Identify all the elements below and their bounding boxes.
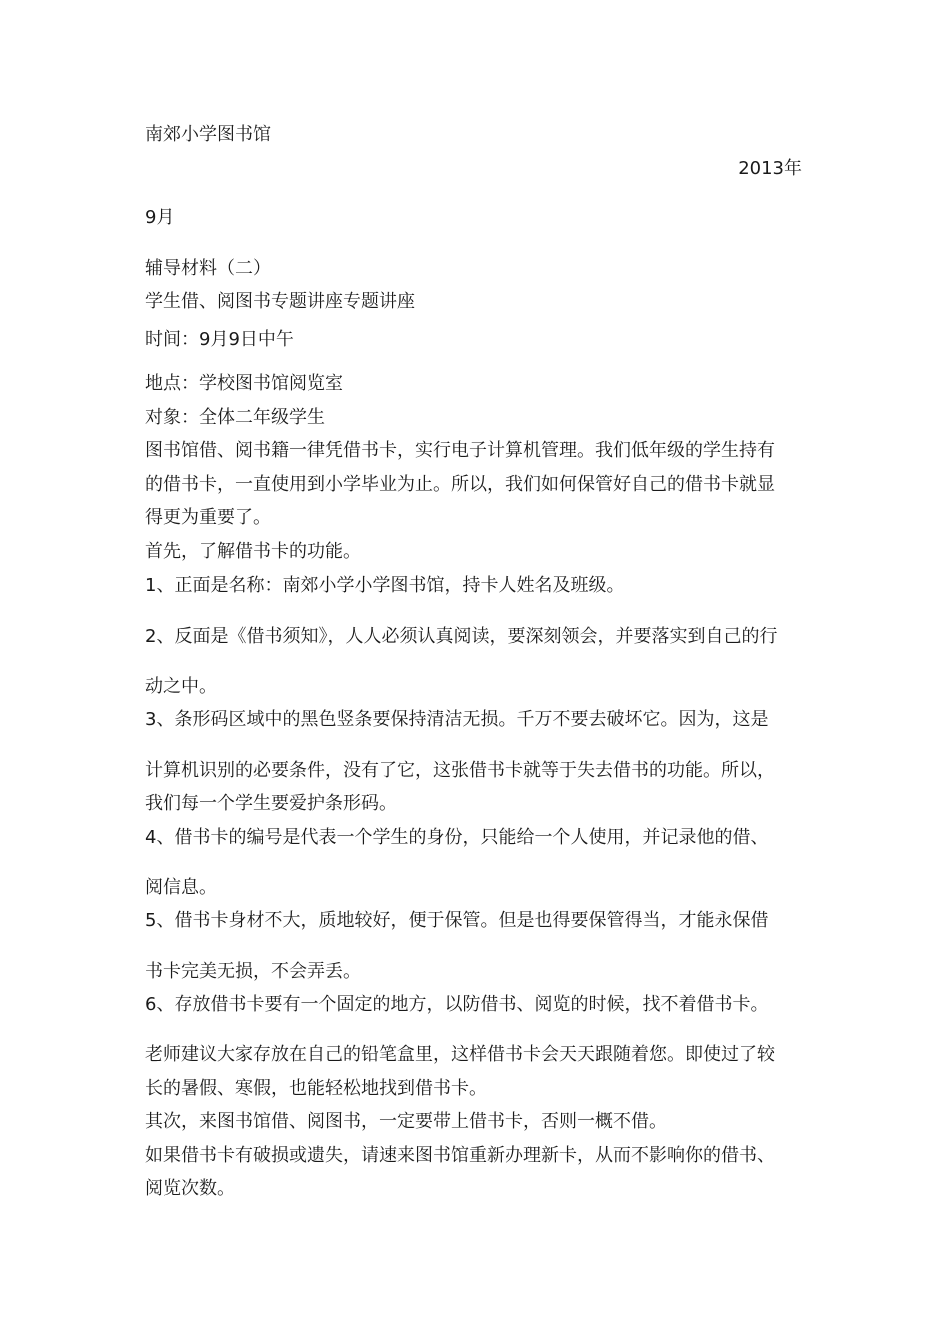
body-line: 老师建议大家存放在自己的铅笔盒里，这样借书卡会天天跟随着您。即使过了较 [145, 1044, 775, 1065]
body-line: 长的暑假、寒假，也能轻松地找到借书卡。 [145, 1078, 487, 1099]
date-month: 9月 [145, 207, 175, 228]
list-item-5: 5、借书卡身材不大，质地较好，便于保管。但是也得要保管得当，才能永保借 [145, 910, 769, 931]
body-line: 我们每一个学生要爱护条形码。 [145, 793, 397, 814]
body-line: 得更为重要了。 [145, 507, 271, 528]
list-item-4: 4、借书卡的编号是代表一个学生的身份，只能给一个人使用，并记录他的借、 [145, 827, 769, 848]
body-line: 图书馆借、阅书籍一律凭借书卡，实行电子计算机管理。我们低年级的学生持有 [145, 440, 775, 461]
body-line: 阅览次数。 [145, 1178, 235, 1199]
library-name: 南郊小学图书馆 [145, 124, 271, 145]
body-line: 的借书卡，一直使用到小学毕业为止。所以，我们如何保管好自己的借书卡就显 [145, 474, 775, 495]
lecture-time: 时间：9月9日中午 [145, 329, 294, 350]
body-line: 计算机识别的必要条件，没有了它，这张借书卡就等于失去借书的功能。所以， [145, 760, 775, 781]
list-item-2: 2、反面是《借书须知》，人人必须认真阅读，要深刻领会，并要落实到自己的行 [145, 626, 778, 647]
list-item-6: 6、存放借书卡要有一个固定的地方，以防借书、阅览的时候，找不着借书卡。 [145, 994, 769, 1015]
body-line: 首先，了解借书卡的功能。 [145, 541, 361, 562]
body-line: 书卡完美无损，不会弄丢。 [145, 961, 361, 982]
lecture-location: 地点：学校图书馆阅览室 [145, 373, 343, 394]
list-item-1: 1、正面是名称：南郊小学小学图书馆，持卡人姓名及班级。 [145, 575, 625, 596]
body-line: 阅信息。 [145, 877, 217, 898]
material-title: 辅导材料（二） [145, 258, 271, 279]
lecture-audience: 对象：全体二年级学生 [145, 407, 325, 428]
lecture-title: 学生借、阅图书专题讲座专题讲座 [145, 291, 415, 312]
list-item-3: 3、条形码区域中的黑色竖条要保持清洁无损。千万不要去破坏它。因为，这是 [145, 709, 769, 730]
date-year: 2013年 [738, 158, 802, 179]
body-line: 动之中。 [145, 676, 217, 697]
body-line: 其次，来图书馆借、阅图书，一定要带上借书卡，否则一概不借。 [145, 1111, 667, 1132]
body-line: 如果借书卡有破损或遗失，请速来图书馆重新办理新卡，从而不影响你的借书、 [145, 1145, 775, 1166]
